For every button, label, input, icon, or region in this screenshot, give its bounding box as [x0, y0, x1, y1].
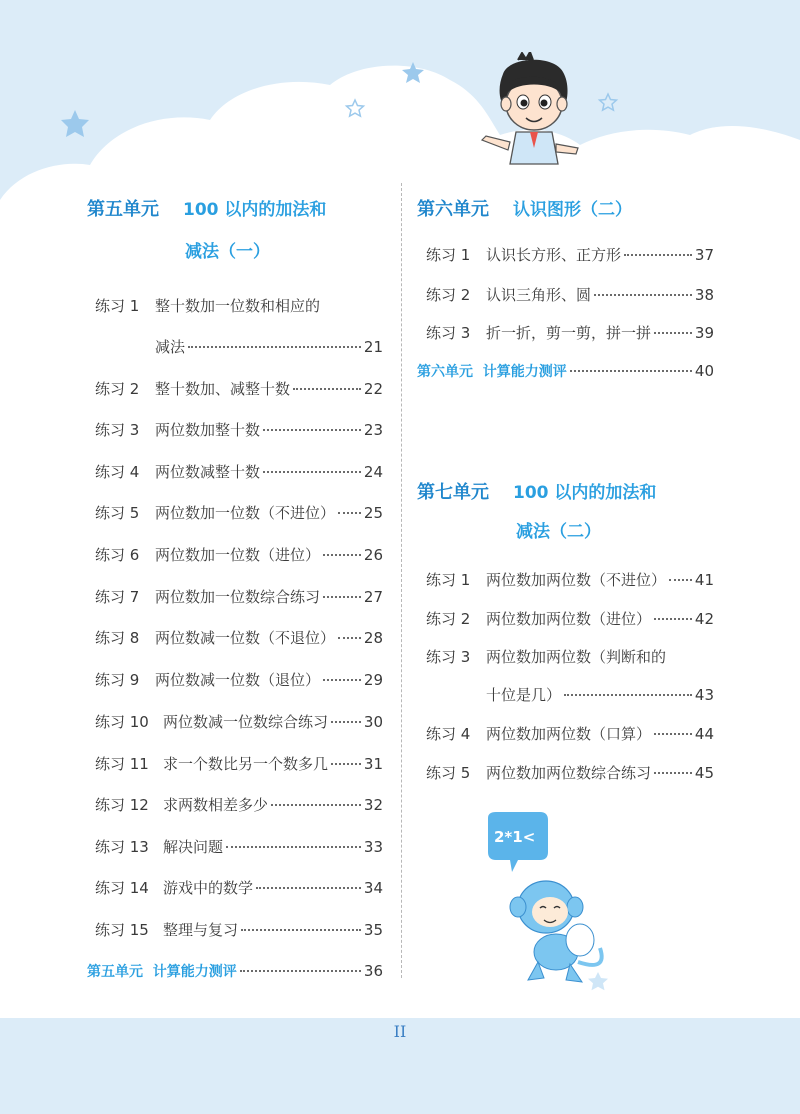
toc-entry[interactable]	[95, 753, 383, 777]
exercise-number: 练习 5	[95, 504, 140, 522]
exercise-number: 练习 13	[95, 838, 149, 856]
toc-entry-continued[interactable]	[486, 684, 714, 708]
unit6-heading	[417, 195, 632, 221]
toc-entry[interactable]	[426, 646, 666, 667]
dot-leader	[564, 694, 692, 696]
page-number: 41	[694, 571, 714, 589]
dot-leader	[323, 679, 361, 681]
exercise-title: 整十数加一位数和相应的	[155, 297, 321, 315]
toc-entry[interactable]	[95, 711, 383, 735]
exercise-title: 解决问题	[163, 838, 224, 856]
toc-entry[interactable]	[95, 794, 383, 818]
page-number: 37	[694, 246, 714, 264]
toc-entry[interactable]	[95, 586, 383, 610]
page-number: 42	[694, 610, 714, 628]
page-number: 21	[363, 338, 383, 356]
page-number: 22	[363, 380, 383, 398]
exercise-title: 求一个数比另一个数多几	[163, 755, 329, 773]
exercise-number: 练习 4	[426, 725, 471, 743]
unit5-title: 100 以内的加法和	[183, 200, 327, 220]
unit7-heading	[417, 478, 656, 504]
exercise-title: 两位数加整十数	[155, 421, 261, 439]
dot-leader	[323, 554, 361, 556]
exercise-number: 练习 12	[95, 796, 149, 814]
unit5-number: 第五单元	[87, 199, 159, 220]
dot-leader	[338, 512, 361, 514]
exercise-title: 认识长方形、正方形	[486, 246, 622, 264]
exercise-number: 练习 3	[426, 324, 471, 342]
dot-leader	[271, 804, 361, 806]
exercise-number: 练习 9	[95, 671, 140, 689]
speech-bubble	[488, 812, 548, 872]
monkey-mascot	[478, 812, 628, 992]
page-number: 45	[694, 764, 714, 782]
page-number: 23	[363, 421, 383, 439]
dot-leader	[263, 429, 361, 431]
dot-leader	[654, 733, 692, 735]
unit7-number: 第七单元	[417, 482, 489, 503]
exercise-number: 练习 7	[95, 588, 140, 606]
dot-leader	[594, 294, 692, 296]
page-number: 25	[363, 504, 383, 522]
page-number: 31	[363, 755, 383, 773]
page-number-footer: II	[393, 1022, 407, 1041]
exercise-title: 两位数减整十数	[155, 463, 261, 481]
dot-leader	[263, 471, 361, 473]
exercise-number: 练习 8	[95, 629, 140, 647]
exercise-title: 整理与复习	[163, 921, 239, 939]
toc-entry[interactable]	[95, 544, 383, 568]
exercise-number: 练习 2	[95, 380, 140, 398]
exercise-title: 两位数加两位数综合练习	[486, 764, 652, 782]
dot-leader	[240, 970, 361, 972]
toc-entry-continued[interactable]	[155, 336, 383, 360]
exercise-title: 两位数加一位数（不进位）	[155, 504, 336, 522]
page-number: 24	[363, 463, 383, 481]
page-number: 44	[694, 725, 714, 743]
dot-leader	[188, 346, 361, 348]
exercise-number: 练习 6	[95, 546, 140, 564]
page-number: 29	[363, 671, 383, 689]
exercise-title: 两位数加两位数（进位）	[486, 610, 652, 628]
page-number: 32	[363, 796, 383, 814]
toc-entry[interactable]	[426, 284, 714, 308]
toc-entry[interactable]	[426, 762, 714, 786]
exercise-number: 练习 2	[426, 286, 471, 304]
dot-leader	[331, 763, 361, 765]
exercise-title: 两位数减一位数（不退位）	[155, 629, 336, 647]
page-number: 34	[363, 879, 383, 897]
exercise-title: 游戏中的数学	[163, 879, 254, 897]
toc-entry[interactable]	[426, 322, 714, 346]
toc-entry[interactable]	[95, 295, 320, 316]
page-number: 43	[694, 686, 714, 704]
exercise-title: 两位数加两位数（不进位）	[486, 571, 667, 589]
page-number: 33	[363, 838, 383, 856]
toc-entry[interactable]	[426, 244, 714, 268]
exercise-number: 练习 4	[95, 463, 140, 481]
toc-entry[interactable]	[95, 919, 383, 943]
unit5-review-entry[interactable]	[87, 961, 383, 985]
boy-mascot	[478, 52, 588, 172]
exercise-title-continued: 十位是几）	[486, 686, 562, 704]
dot-leader	[323, 596, 361, 598]
exercise-number: 练习 10	[95, 713, 149, 731]
dot-leader	[654, 332, 692, 334]
exercise-number: 练习 1	[95, 297, 140, 315]
page-number: 26	[363, 546, 383, 564]
toc-entry[interactable]	[95, 378, 383, 402]
unit6-review-entry[interactable]	[417, 361, 714, 385]
exercise-title: 两位数加两位数（判断和的	[486, 648, 667, 666]
unit7-title-continued: 减法（二）	[516, 522, 601, 542]
toc-entry[interactable]	[95, 461, 383, 485]
page-number: 27	[363, 588, 383, 606]
page-number: 30	[363, 713, 383, 731]
exercise-number: 练习 11	[95, 755, 149, 773]
page-number: 28	[363, 629, 383, 647]
star-icon	[588, 972, 608, 990]
page-number: 39	[694, 324, 714, 342]
toc-entry[interactable]	[95, 502, 383, 526]
dot-leader	[256, 887, 361, 889]
unit5-title-continued: 减法（一）	[185, 242, 270, 262]
dot-leader	[338, 637, 361, 639]
exercise-number: 练习 15	[95, 921, 149, 939]
dot-leader	[226, 846, 361, 848]
dot-leader	[331, 721, 361, 723]
review-label: 第六单元 计算能力测评	[417, 364, 567, 380]
bubble-text: 2*1<	[494, 828, 536, 846]
dot-leader	[241, 929, 361, 931]
dot-leader	[654, 618, 692, 620]
exercise-title-continued: 减法	[155, 338, 186, 356]
unit5-heading	[87, 195, 326, 221]
dot-leader	[570, 370, 692, 372]
exercise-title: 求两数相差多少	[163, 796, 269, 814]
unit6-number: 第六单元	[417, 199, 489, 220]
exercise-title: 认识三角形、圆	[486, 286, 592, 304]
page-number: 38	[694, 286, 714, 304]
unit7-title: 100 以内的加法和	[513, 483, 657, 503]
exercise-number: 练习 3	[426, 648, 471, 666]
toc-entry[interactable]	[95, 627, 383, 651]
toc-entry[interactable]	[426, 569, 714, 593]
dot-leader	[293, 388, 361, 390]
exercise-title: 两位数减一位数综合练习	[163, 713, 329, 731]
exercise-number: 练习 2	[426, 610, 471, 628]
toc-entry[interactable]	[95, 836, 383, 860]
exercise-title: 两位数加两位数（口算）	[486, 725, 652, 743]
exercise-number: 练习 3	[95, 421, 140, 439]
exercise-title: 两位数加一位数（进位）	[155, 546, 321, 564]
exercise-number: 练习 1	[426, 246, 471, 264]
dot-leader	[624, 254, 692, 256]
exercise-number: 练习 14	[95, 879, 149, 897]
exercise-title: 两位数减一位数（退位）	[155, 671, 321, 689]
toc-entry[interactable]	[95, 669, 383, 693]
toc-entry[interactable]	[95, 419, 383, 443]
dot-leader	[669, 579, 692, 581]
column-divider	[401, 183, 402, 978]
exercise-number: 练习 1	[426, 571, 471, 589]
exercise-title: 两位数加一位数综合练习	[155, 588, 321, 606]
dot-leader	[654, 772, 692, 774]
unit6-title: 认识图形（二）	[513, 200, 632, 220]
toc-entry[interactable]	[426, 608, 714, 632]
toc-entry[interactable]	[95, 877, 383, 901]
page-number: 36	[363, 962, 383, 980]
exercise-title: 整十数加、减整十数	[155, 380, 291, 398]
exercise-number: 练习 5	[426, 764, 471, 782]
exercise-title: 折一折，剪一剪，拼一拼	[486, 324, 652, 342]
toc-entry[interactable]	[426, 723, 714, 747]
page-number: 40	[694, 362, 714, 380]
review-label: 第五单元 计算能力测评	[87, 964, 237, 980]
page-number: 35	[363, 921, 383, 939]
